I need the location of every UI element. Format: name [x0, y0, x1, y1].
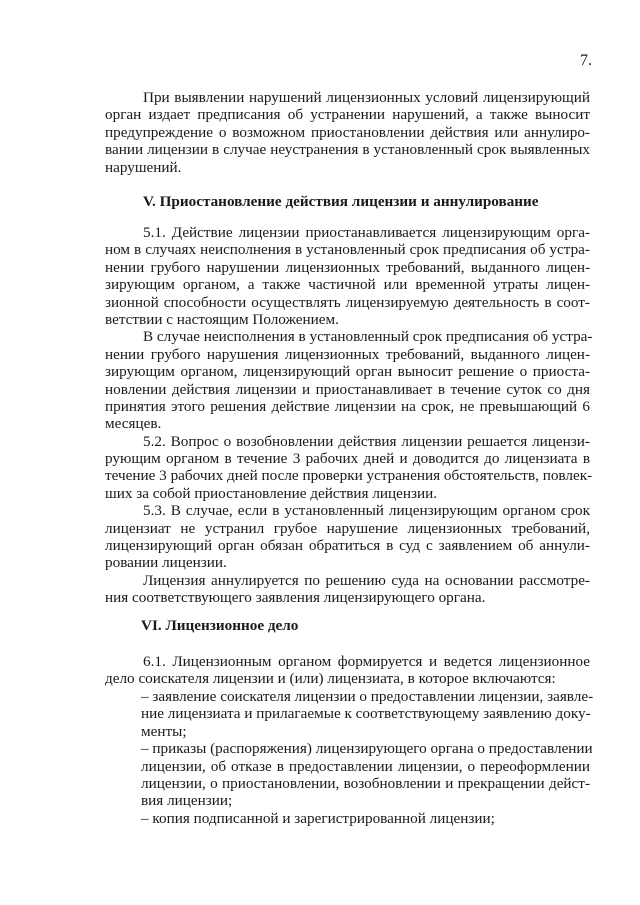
text-line: новлении действия лицензии и приостанавливает в течение суток со дня [105, 380, 590, 398]
text-line: – приказы (распоряжения) лицензирующего органа о предоставлении [141, 740, 593, 758]
intro-paragraph [105, 89, 590, 176]
text-line: вия лицензии; [141, 792, 233, 810]
text-line: менты; [141, 722, 187, 740]
section-6-heading: VI. Лицензионное дело [141, 617, 299, 634]
list-item [141, 740, 593, 810]
text-line: – заявление соискателя лицензии о предоставлении лицензии, заявле- [141, 688, 594, 705]
text-line: вании лицензии в случае неустранения в установленный срок выявленных [105, 141, 590, 159]
text-line: лицензии, о приостановлении, возобновлении и прекращении дейст- [141, 774, 590, 792]
text-line: 5.1. Действие лицензии приостанавливается лицензирующим орга- [143, 224, 590, 241]
text-line: месяцев. [105, 415, 162, 433]
text-line: ровании лицензии. [105, 554, 227, 572]
text-line: течение 3 рабочих дней после проверки устранения обстоятельств, повлек- [105, 467, 593, 485]
section-5-heading: V. Приостановление действия лицензии и аннулирование [143, 193, 539, 210]
paragraph-6-1 [105, 653, 590, 688]
text-line: 5.3. В случае, если в установленный лицензирующим органом срок [143, 502, 590, 520]
text-line: ном в случаях неисполнения в установленный срок предписания об устра- [105, 241, 590, 259]
text-line: При выявлении нарушений лицензионных условий лицензирующий [143, 89, 590, 106]
text-line: рующим органом в течение 3 рабочих дней и доводится до лицензиата в [105, 450, 590, 468]
text-line: ветствии с настоящим Положением. [105, 310, 339, 328]
text-line: зирующим органом, а также частичной или временной утраты лицен- [105, 276, 590, 294]
text-line: принятия этого решения действие лицензии на срок, не превышающий 6 [105, 397, 590, 415]
list-item [141, 810, 590, 827]
paragraph-5-1 [105, 224, 593, 607]
page-number: 7. [580, 52, 592, 69]
text-line: предупреждение о возможном приостановлении действия или аннулиро- [105, 123, 590, 141]
text-line: нении грубого нарушения лицензионных требований, выданного лицен- [105, 345, 590, 363]
text-line: Лицензия аннулируется по решению суда на основании рассмотре- [143, 571, 590, 589]
text-line: ние лицензиата и прилагаемые к соответствующему заявлению доку- [141, 705, 591, 723]
text-line: зионной способности осуществлять лицензируемую деятельность в соот- [105, 293, 590, 311]
list-items [141, 688, 594, 827]
text-line: лицензии, об отказе в предоставлении лицензии, о переоформлении [141, 757, 590, 775]
text-line: ших за собой приостановление действия лицензии. [105, 484, 438, 502]
text-line: дело соискателя лицензии и (или) лицензиата, в которое включаются: [105, 670, 556, 688]
list-item [141, 688, 594, 740]
text-line: 6.1. Лицензионным органом формируется и ведется лицензионное [143, 653, 590, 670]
text-line: ния соответствующего заявления лицензирующего органа. [105, 589, 486, 607]
text-line: нении грубого нарушении лицензионных требований, выданного лицен- [105, 258, 590, 276]
text-line: лицензиат не устранил грубое нарушение лицензионных требований, [105, 519, 590, 537]
text-line: – копия подписанной и зарегистрированной лицензии; [141, 809, 495, 827]
text-line: 5.2. Вопрос о возобновлении действия лицензии решается лицензи- [143, 432, 590, 450]
text-line: орган издает предписания об устранении нарушений, а также выносит [105, 106, 590, 124]
text-line: лицензирующий орган обязан обратиться в суд с заявлением об аннули- [105, 537, 590, 555]
text-line: зирующим органом, лицензирующий орган выносит решение о приоста- [105, 363, 590, 381]
text-line: В случае неисполнения в установленный срок предписания об устра- [143, 328, 593, 346]
text-line: нарушений. [105, 158, 182, 176]
